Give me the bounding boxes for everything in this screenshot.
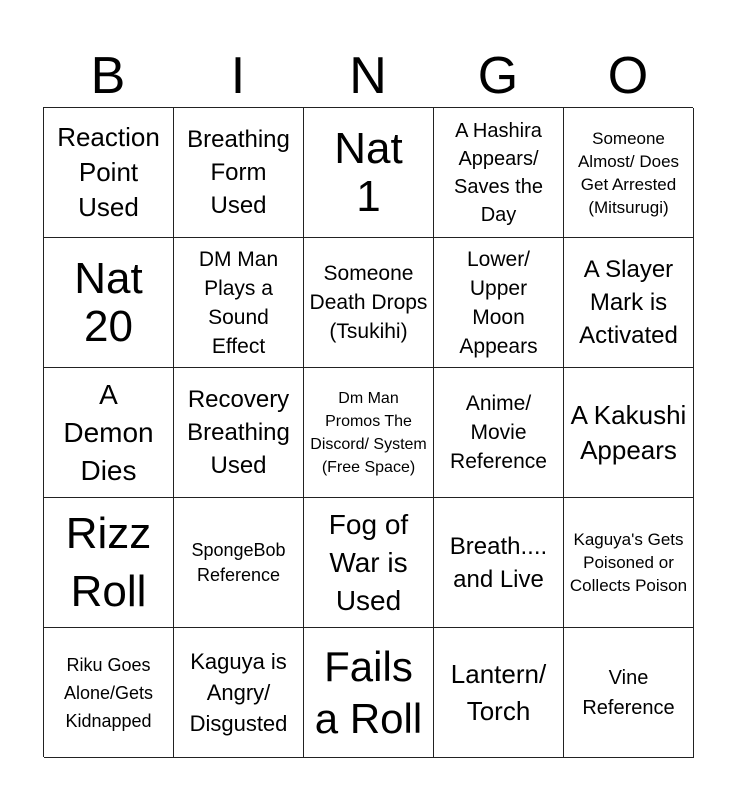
- cell-label: Reaction Point Used: [57, 122, 160, 222]
- cell-label: Recovery Breathing Used: [187, 386, 290, 479]
- bingo-cell[interactable]: [304, 498, 434, 628]
- header-letter-i: I: [230, 47, 246, 105]
- bingo-cell[interactable]: [434, 238, 564, 368]
- cell-label: Rizz Roll: [65, 508, 152, 616]
- bingo-cell[interactable]: [44, 498, 174, 628]
- bingo-cell[interactable]: [434, 498, 564, 628]
- bingo-cell[interactable]: [434, 628, 564, 758]
- cell-label: Dm Man Promos The Discord/ System (Free Space): [310, 389, 427, 476]
- cell-label: Kaguya's Gets Poisoned or Collects Poison: [569, 530, 688, 595]
- bingo-cell[interactable]: [174, 498, 304, 628]
- bingo-cell[interactable]: [564, 628, 694, 758]
- cell-label: Someone Death Drops (Tsukihi): [309, 262, 428, 343]
- cell-label: SpongeBob Reference: [191, 539, 286, 585]
- bingo-cell[interactable]: [564, 238, 694, 368]
- bingo-cell[interactable]: [174, 238, 304, 368]
- header-letter-g: G: [477, 47, 519, 105]
- cell-label: A Hashira Appears/ Saves the Day: [454, 119, 543, 226]
- bingo-cell[interactable]: [44, 108, 174, 238]
- bingo-cell[interactable]: [564, 368, 694, 498]
- bingo-cell[interactable]: [44, 238, 174, 368]
- bingo-cell[interactable]: [434, 108, 564, 238]
- cell-label: Kaguya is Angry/ Disgusted: [189, 649, 288, 736]
- bingo-header: [43, 44, 693, 108]
- cell-label: Breathing Form Used: [187, 126, 290, 219]
- bingo-board: [43, 107, 693, 757]
- cell-label: Fails a Roll: [314, 642, 423, 742]
- bingo-cell[interactable]: [44, 628, 174, 758]
- bingo-cell[interactable]: [304, 108, 434, 238]
- bingo-cell[interactable]: [304, 628, 434, 758]
- cell-label: Lantern/ Torch: [450, 658, 547, 726]
- cell-label: Fog of War is Used: [328, 508, 409, 616]
- bingo-cell[interactable]: [304, 238, 434, 368]
- header-letter-n: N: [349, 47, 387, 105]
- bingo-cell[interactable]: [434, 368, 564, 498]
- cell-label: A Slayer Mark is Activated: [579, 256, 678, 349]
- cell-label: Nat 1: [334, 123, 403, 221]
- cell-label: Breath.... and Live: [449, 532, 548, 593]
- bingo-cell[interactable]: [174, 108, 304, 238]
- cell-label: Someone Almost/ Does Get Arrested (Mitsurugi): [577, 128, 680, 217]
- bingo-cell[interactable]: [174, 628, 304, 758]
- bingo-cell[interactable]: [174, 368, 304, 498]
- cell-label: Riku Goes Alone/Gets Kidnapped: [63, 654, 154, 731]
- bingo-cell[interactable]: [564, 108, 694, 238]
- cell-label: A Demon Dies: [63, 378, 154, 486]
- cell-label: Anime/ Movie Reference: [450, 392, 547, 473]
- header-letter-o: O: [607, 47, 649, 105]
- bingo-cell[interactable]: [44, 368, 174, 498]
- bingo-cell[interactable]: [564, 498, 694, 628]
- cell-label: A Kakushi Appears: [570, 399, 687, 465]
- header-letter-b: B: [90, 47, 126, 105]
- bingo-cell[interactable]: [304, 368, 434, 498]
- cell-label: Vine Reference: [582, 666, 675, 719]
- cell-label: Nat 20: [74, 253, 143, 351]
- cell-label: Lower/ Upper Moon Appears: [459, 247, 538, 358]
- cell-label: DM Man Plays a Sound Effect: [198, 247, 279, 358]
